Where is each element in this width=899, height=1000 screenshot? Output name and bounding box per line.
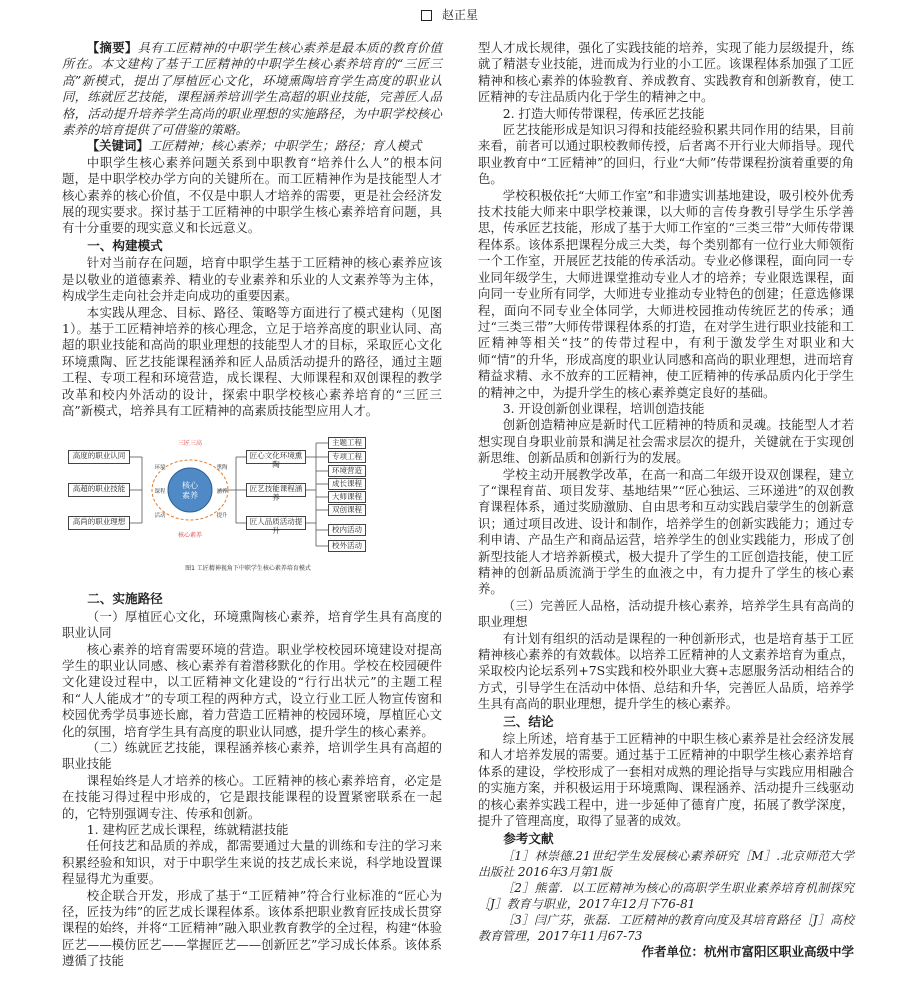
bottom-label: 核心素养: [177, 532, 203, 540]
subsection-heading: 2. 打造大师传带课程，传承匠艺技能: [502, 105, 705, 121]
keywords-label: 【关键词】: [86, 138, 149, 154]
paragraph: 核心素养的培育需要环境的营造。职业学校校园环境建设对提高学生的职业认同感、核心素养有着潜移默化的作用。学校在校园硬件文化建设过程中，以工匠精神文化建设的“行行出状元”的主题工程和“人人能成才”的专项工程的两种方式，设立行业工匠人物宣传窗和校园优秀学员事迹长廊，着力营造工匠精神的校园环境，厚植匠心文化的氛围，培育学生具有高度的职业认同感，提升学生的核心素养。: [62, 641, 442, 739]
section-heading-2: 二、实施路径: [87, 591, 163, 607]
goal-box: 高尚的职业理想: [68, 516, 130, 530]
top-label: 三匠三高: [177, 440, 203, 448]
page-header: [0, 6, 899, 22]
section-heading-3: 三、结论: [503, 713, 554, 729]
strategy-box: 专项工程: [328, 451, 366, 463]
paragraph: 课程始终是人才培养的核心。工匠精神的核心素养培育，必定是在技能习得过程中形成的，它是跟技能课程的设置紧密联系在一起的，它特别强调专注、传承和创新。: [62, 772, 442, 821]
subsection-heading: （三）完善匠人品格，活动提升核心素养，培养学生具有高尚的职业理想: [478, 597, 854, 630]
abstract-text: 具有工匠精神的中职学生核心素养是最本质的教育价值所在。本文建构了基于工匠精神的中职学生核心素养培育的“三匠三高”新模式，提出了厚植匠心文化，环境熏陶培育学生高度的职业认同，练就匠艺技能，课程涵养培训学生高超的职业技能，完善匠人品格，活动提升培养学生高尚的职业理想的实施路径，为中职学校核心素养的培育提供了可借鉴的策略。: [62, 40, 443, 138]
paragraph: 型人才成长规律，强化了实践技能的培养，实现了能力层级提升，练就了精湛专业技能，进而成为行业的小工匠。该课程体系加强了工匠精神和核心素养的体验教育、养成教育、实践教育和创新教育，使工匠精神的专注品质内化于学生的精神之中。: [478, 40, 854, 105]
reference-item: ［2］熊蕾．以工匠精神为核心的高职学生职业素养培育机制探究［J］教育与职业，2017年12月下76-81: [478, 880, 854, 911]
figure-caption: 图1 工匠精神视角下中职学生核心素养培育模式: [185, 564, 311, 572]
header-author: 赵正星: [441, 8, 478, 22]
model-figure: [68, 435, 428, 577]
paragraph: 任何技艺和品质的养成，都需要通过大量的训练和专注的学习来积累经验和知识，对于中职学生来说的技艺成长来说，科学地设置课程显得尤为重要。: [62, 838, 442, 887]
abstract-label: 【摘要】: [86, 40, 138, 55]
references-title: 参考文献: [503, 830, 554, 846]
subsection-heading: （二）练就匠艺技能，课程涵养核心素养，培训学生具有高超的职业技能: [62, 740, 442, 772]
strategy-box: 校内活动: [328, 524, 366, 536]
paragraph: 学校主动开展教学改革，在高一和高二年级开设双创课程，建立了“课程育苗、项目发芽、基地结果”“匠心独运、三环递进”的双创教育课程体系，通过奖励激励、自由思考和互动实践启蒙学生的创新意识；通过项目改进、设计和制作，培养学生的创新实践能力；通过专利申请、产品生产和商品运营，培养学生的创业实践能力，形成了创新型技能人才培养新模式，极大提升了学生的工匠创造技能，使工匠精神的创新品质流淌于学生的血液之中，有力提升了学生的核心素养。: [478, 466, 854, 597]
paragraph: 有计划有组织的活动是课程的一种创新形式，也是培育基于工匠精神核心素养的有效载体。以培养工匠精神的人文素养培育为重点，采取校内论坛系列+7S实践和校外职业大赛+志愿服务活动相结合的方式，引导学生在活动中体悟、总结和升华，完善匠人品质，培养学生具有高尚的职业理想，提升学生的核心素养。: [478, 630, 854, 712]
author-unit: 作者单位：杭州市富阳区职业高级中学: [641, 943, 854, 959]
page-number-box: [421, 10, 432, 21]
mid-right-label: 熏陶: [216, 465, 228, 472]
paragraph: 学校积极依托“大师工作室”和非遗实训基地建设，吸引校外优秀技术技能大师来中职学校兼课，以大师的言传身教引导学生乐学善思，传承匠艺技能，形成了基于大师工作室的“三类三带”大师传带课程体系。该体系把课程分成三大类，每个类别都有一位行业大师领衔一个工作室，开展匠艺技能的传承活动。专业必修课程，面向同一专业同年级学生，大师进课堂推动专业人才的培养；专业限选课程，面向同一专业所有同学，大师进专业推动专业特色的创建；任意选修课程，面向不同专业全体同学，大师进校园推动传统匠艺的传承；通过“三类三带”大师传带课程体系的打造，在对学生进行职业技能和工匠精神等相关“技”的传带过程中，有利于激发学生对职业和大师“情”的升华，形成高度的职业认同感和高尚的职业理想，进而培育精益求精、永不放弃的工匠精神，使工匠精神的传承品质内化于学生的精神之中，为提升学生的核心素养奠定良好的基础。: [478, 187, 854, 400]
strategy-box: 校外活动: [328, 540, 366, 552]
keywords: [62, 138, 442, 154]
abstract: [62, 40, 442, 138]
keywords-text: 工匠精神；核心素养；中职学生；路径；育人模式: [148, 138, 422, 154]
left-column: [62, 40, 442, 970]
path-box: 匠心文化环境熏陶: [246, 450, 306, 464]
subsection-heading: 3. 开设创新创业课程，培训创造技能: [502, 400, 705, 416]
path-box: 匠人品质活动提升: [246, 516, 306, 530]
strategy-box: 成长课程: [328, 478, 366, 490]
reference-item: ［1］林崇德.21世纪学生发展核心素养研究［M］.北京师范大学出版社 2016年3月第1版: [478, 848, 854, 879]
path-box: 匠艺技能课程涵养: [246, 483, 306, 497]
strategy-box: 主题工程: [328, 437, 366, 449]
paragraph: 校企联合开发，形成了基于“工匠精神”符合行业标准的“匠心为径，匠技为纬”的匠艺成长课程体系。该体系把职业教育匠技成长贯穿课程的始终，并将“工匠精神”融入职业教育教学的全过程，构建“体验匠艺——模仿匠艺——掌握匠艺——创新匠艺”学习成长体系。该体系遵循了技能: [62, 887, 442, 969]
mid-left-label: 课程: [154, 489, 166, 496]
paragraph: 本实践从理念、目标、路径、策略等方面进行了模式建构（见图1）。基于工匠精神培养的核心理念，立足于培养高度的职业认同、高超的职业技能和高尚的职业理想的技能型人才的目标，采取匠心文化环境熏陶、匠艺技能课程涵养和匠人品质活动提升的路径，通过主题工程、专项工程和环境营造，成长课程、大师课程和双创课程的教学改革和校内外活动的设计，探索中职学校核心素养培育的“三匠三高”新模式，培养具有工匠精神的高素质技能型应用人才。: [62, 304, 442, 418]
strategy-box: 环境营造: [328, 465, 366, 477]
subsection-heading: 1. 建构匠艺成长课程，练就精湛技能: [86, 822, 289, 838]
subsection-heading: （一）厚植匠心文化，环境熏陶核心素养，培育学生具有高度的职业认同: [62, 608, 442, 641]
goal-box: 高度的职业认同: [68, 450, 130, 464]
paragraph: 综上所述，培育基于工匠精神的中职生核心素养是社会经济发展和人才培养发展的需要。通过基于工匠精神的中职学生核心素养培育体系的建设，学校形成了一套相对成熟的理论指导与实践应用相融合的实施方案，并积极运用于环境熏陶、课程涵养、活动提升三线驱动的核心素养实践工程中，进一步延伸了德育广度，拓展了教学深度，提升了管理高度，取得了显著的成效。: [478, 731, 854, 829]
paragraph: 匠艺技能形成是知识习得和技能经验积累共同作用的结果，目前来看，前者可以通过职校教师传授，后者离不开行业大师指导。现代职业教育中“工匠精神”的回归，行业“大师”传带课程扮演着重要的角色。: [478, 122, 854, 187]
reference-item: ［3］闫广芬，张磊．工匠精神的教育向度及其培育路径［J］高校教育管理，2017年11月67-73: [478, 912, 854, 943]
strategy-box: 大师课程: [328, 491, 366, 503]
intro-paragraph: 中职学生核心素养问题关系到中职教育“培养什么人”的根本问题，是中职学校办学方向的关键所在。而工匠精神作为是技能型人才核心素养的核心价值，不仅是中职人才培养的需要，更是社会经济发展的现实要求。探讨基于工匠精神的中职学生核心素养培育问题，具有十分重要的现实意义和长远意义。: [62, 154, 442, 236]
mid-right-label: 提升: [216, 513, 228, 520]
paragraph: 针对当前存在问题，培育中职学生基于工匠精神的核心素养应该是以敬业的道德素养、精业的专业素养和乐业的人文素养等为主体，构成学生走向社会并走向成功的重要因素。: [62, 255, 442, 304]
section-heading-1: 一、构建模式: [87, 237, 163, 253]
references-list: [478, 848, 854, 944]
core-label-top: 核心: [182, 481, 198, 491]
paragraph: 创新创造精神应是新时代工匠精神的特质和灵魂。技能型人才若想实现自身职业前景和满足社会需求层次的提升，关键就在于实现创新思维、创新品质和创新行为的发展。: [478, 417, 854, 466]
mid-right-label: 涵养: [216, 489, 228, 496]
core-label-bottom: 素养: [182, 491, 198, 501]
strategy-box: 双创课程: [328, 504, 366, 516]
mid-left-label: 活动: [154, 513, 166, 520]
goal-box: 高超的职业技能: [68, 483, 130, 497]
right-column: [478, 40, 854, 960]
mid-left-label: 环境: [154, 465, 166, 472]
